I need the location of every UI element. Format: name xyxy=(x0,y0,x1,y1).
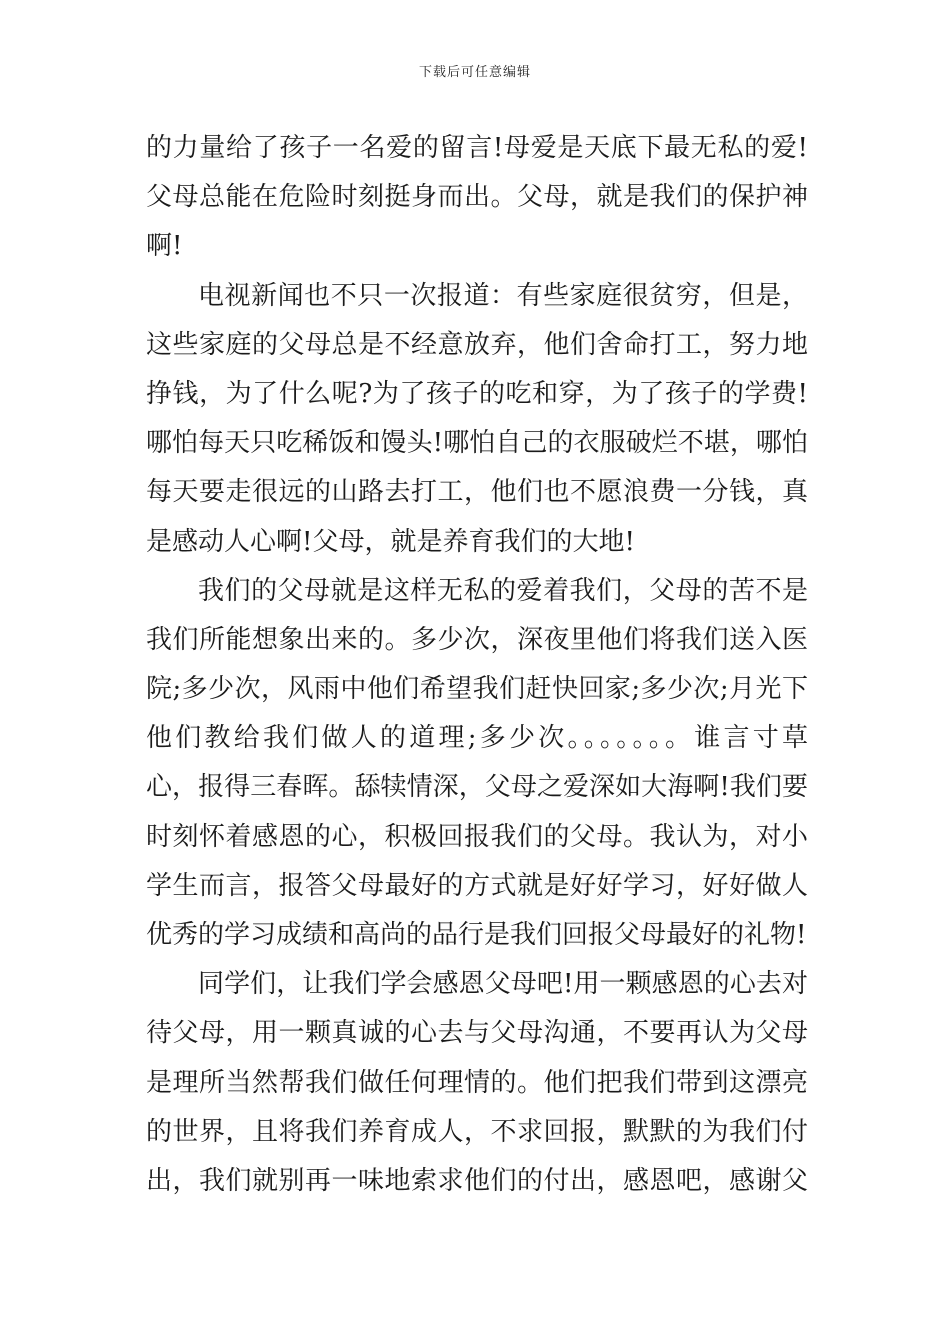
text-line: 我们所能想象出来的。多少次，深夜里他们将我们送入医 xyxy=(146,624,808,655)
text-line: 每天要走很远的山路去打工，他们也不愿浪费一分钱，真 xyxy=(146,477,808,508)
text-line: 的世界，且将我们养育成人，不求回报，默默的为我们付 xyxy=(146,1116,808,1147)
text-line: 的力量给了孩子一名爱的留言!母爱是天底下最无私的爱! xyxy=(146,133,808,163)
text-line: 出，我们就别再一味地索求他们的付出，感恩吧，感谢父 xyxy=(146,1165,808,1196)
text-line: 是理所当然帮我们做任何理情的。他们把我们带到这漂亮 xyxy=(146,1067,808,1098)
paragraph-start-line: 我们的父母就是这样无私的爱着我们，父母的苦不是 xyxy=(198,575,808,606)
text-line: 心，报得三春晖。舔犊情深，父母之爱深如大海啊!我们要 xyxy=(146,772,808,803)
text-line: 啊! xyxy=(146,231,183,262)
page-header-note: 下载后可任意编辑 xyxy=(418,65,531,80)
text-line: 他们教给我们做人的道理;多少次。。。。。。。谁言寸草 xyxy=(146,723,808,754)
text-line: 这些家庭的父母总是不经意放弃，他们舍命打工，努力地 xyxy=(146,329,808,360)
text-line: 待父母，用一颗真诚的心去与父母沟通，不要再认为父母 xyxy=(146,1018,808,1049)
text-line: 是感动人心啊!父母，就是养育我们的大地! xyxy=(146,526,635,557)
paragraph-start-line: 同学们，让我们学会感恩父母吧!用一颗感恩的心去对 xyxy=(198,969,808,1000)
text-line: 挣钱，为了什么呢?为了孩子的吃和穿，为了孩子的学费! xyxy=(146,378,808,409)
paragraph-start-line: 电视新闻也不只一次报道：有些家庭很贫穷，但是， xyxy=(198,280,808,311)
text-line: 父母总能在危险时刻挺身而出。父母，就是我们的保护神 xyxy=(146,182,808,213)
text-line: 院;多少次，风雨中他们希望我们赶快回家;多少次;月光下 xyxy=(146,674,808,705)
text-line: 学生而言，报答父母最好的方式就是好好学习，好好做人 xyxy=(146,870,808,901)
text-line: 优秀的学习成绩和高尚的品行是我们回报父母最好的礼物! xyxy=(146,920,807,950)
document-body xyxy=(146,124,808,1206)
text-line: 时刻怀着感恩的心，积极回报我们的父母。我认为，对小 xyxy=(146,821,808,852)
text-line: 哪怕每天只吃稀饭和馒头!哪怕自己的衣服破烂不堪，哪怕 xyxy=(146,428,808,459)
